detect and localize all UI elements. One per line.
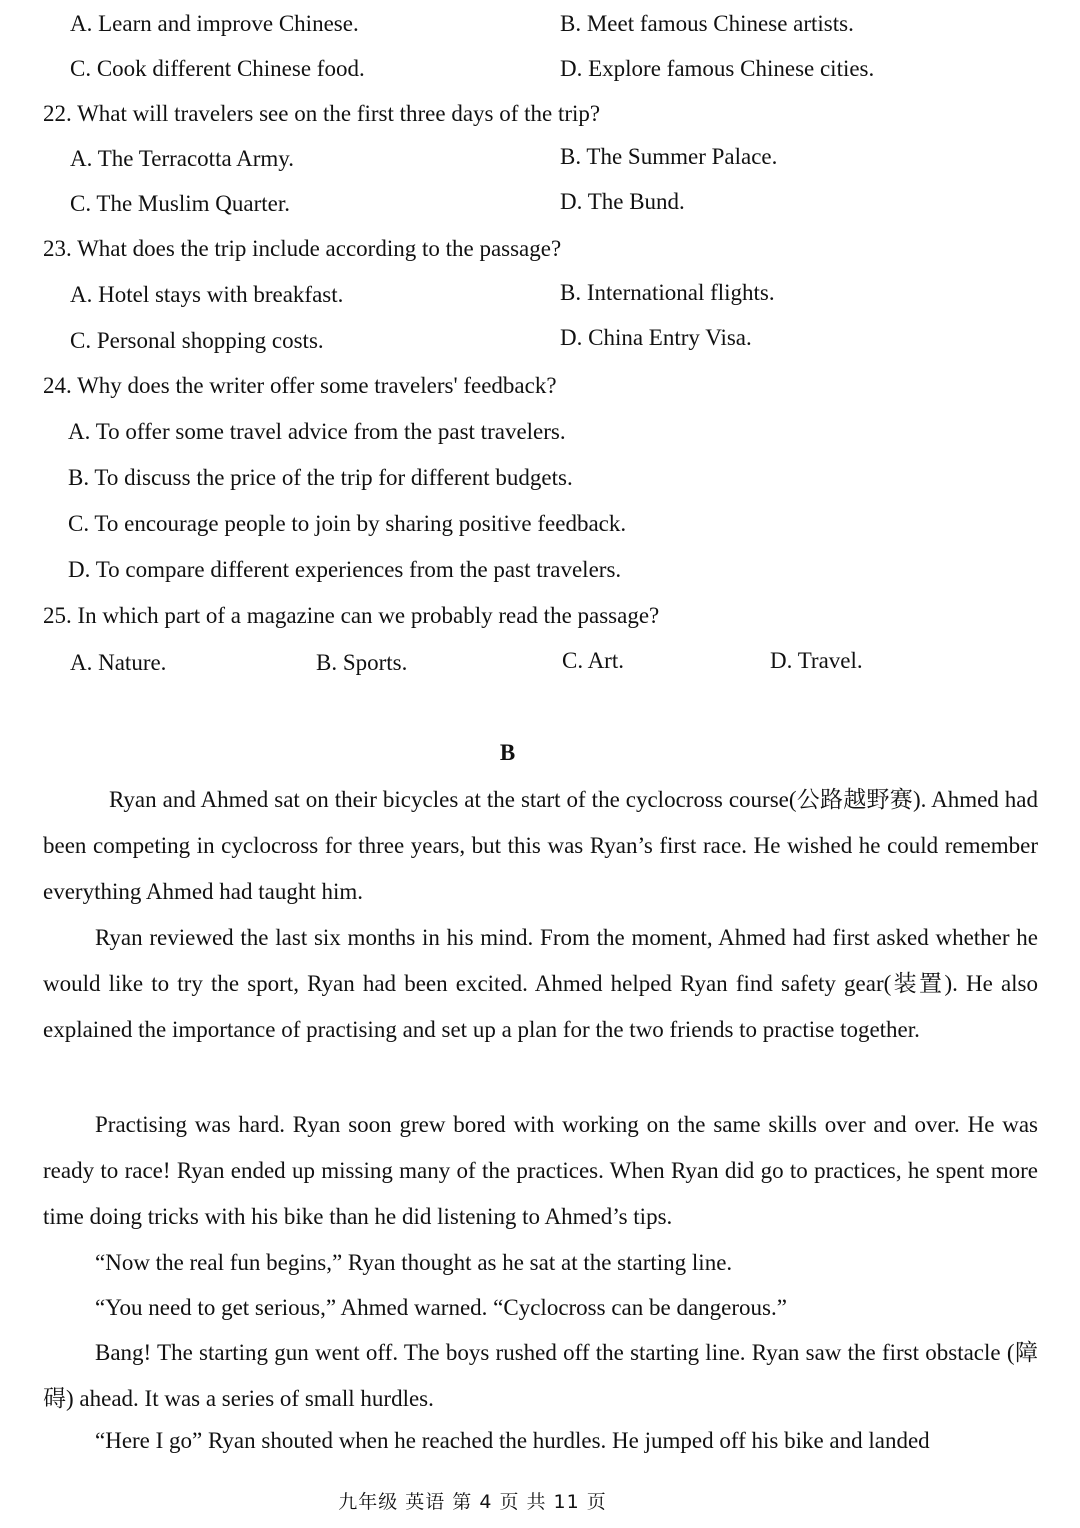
q22-stem: 22. What will travelers see on the first three days of the trip? (43, 101, 601, 126)
passage-paragraph-1: Ryan and Ahmed sat on their bicycles at the start of the cyclocross course(公路越野赛). Ahmed had been competing in cyclocross for three years, but this was Ryan’s first race. He wished he could remember everything Ahmed had taught him. (43, 787, 1038, 904)
passage-paragraph-2: Ryan reviewed the last six months in his mind. From the moment, Ahmed had first asked whether he would like to try the sport, Ryan had been excited. Ahmed helped Ryan find safety gear(装置). He also explained the importance of practising and set up a plan for the two friends to practise together. (43, 925, 1038, 1042)
q22-option-a: A. The Terracotta Army. (70, 146, 295, 171)
q22-option-c: C. The Muslim Quarter. (70, 191, 290, 216)
q24-stem: 24. Why does the writer offer some travelers' feedback? (43, 373, 557, 398)
q23-stem: 23. What does the trip include according to the passage? (43, 236, 562, 261)
q23-option-a: A. Hotel stays with breakfast. (70, 282, 344, 307)
q22-option-b: B. The Summer Palace. (560, 144, 778, 169)
section-title: B (499, 740, 516, 765)
q25-option-d: D. Travel. (770, 648, 863, 673)
q25-option-c: C. Art. (562, 648, 624, 673)
q21-option-c: C. Cook different Chinese food. (70, 56, 365, 81)
q21-option-d: D. Explore famous Chinese cities. (560, 56, 875, 81)
q21-option-b: B. Meet famous Chinese artists. (560, 11, 854, 36)
q25-option-a: A. Nature. (70, 650, 167, 675)
q22-option-d: D. The Bund. (560, 189, 685, 214)
q23-option-b: B. International flights. (560, 280, 775, 305)
q23-option-d: D. China Entry Visa. (560, 325, 752, 350)
q24-option-d: D. To compare different experiences from the past travelers. (68, 557, 622, 582)
q24-option-b: B. To discuss the price of the trip for different budgets. (68, 465, 573, 490)
passage-paragraph-6: Bang! The starting gun went off. The boys rushed off the starting line. Ryan saw the first obstacle (障碍) ahead. It was a series of small hurdles. (43, 1340, 1038, 1411)
q25-stem: 25. In which part of a magazine can we probably read the passage? (43, 603, 660, 628)
q25-option-b: B. Sports. (316, 650, 408, 675)
passage-paragraph-4: “Now the real fun begins,” Ryan thought as he sat at the starting line. (95, 1250, 733, 1275)
passage-paragraph-5: “You need to get serious,” Ahmed warned. “Cyclocross can be dangerous.” (95, 1295, 787, 1320)
passage-paragraph-7: “Here I go” Ryan shouted when he reached the hurdles. He jumped off his bike and landed (95, 1428, 930, 1453)
page-footer: 九年级 英语 第 4 页 共 11 页 (338, 1491, 607, 1513)
q24-option-c: C. To encourage people to join by sharing positive feedback. (68, 511, 627, 536)
q24-option-a: A. To offer some travel advice from the past travelers. (68, 419, 566, 444)
q23-option-c: C. Personal shopping costs. (70, 328, 324, 353)
passage-paragraph-3: Practising was hard. Ryan soon grew bored with working on the same skills over and over. He was ready to race! Ryan ended up missing many of the practices. When Ryan did go to practices, he spent more time doing tricks with his bike than he did listening to Ahmed’s tips. (43, 1112, 1038, 1229)
q21-option-a: A. Learn and improve Chinese. (70, 11, 359, 36)
